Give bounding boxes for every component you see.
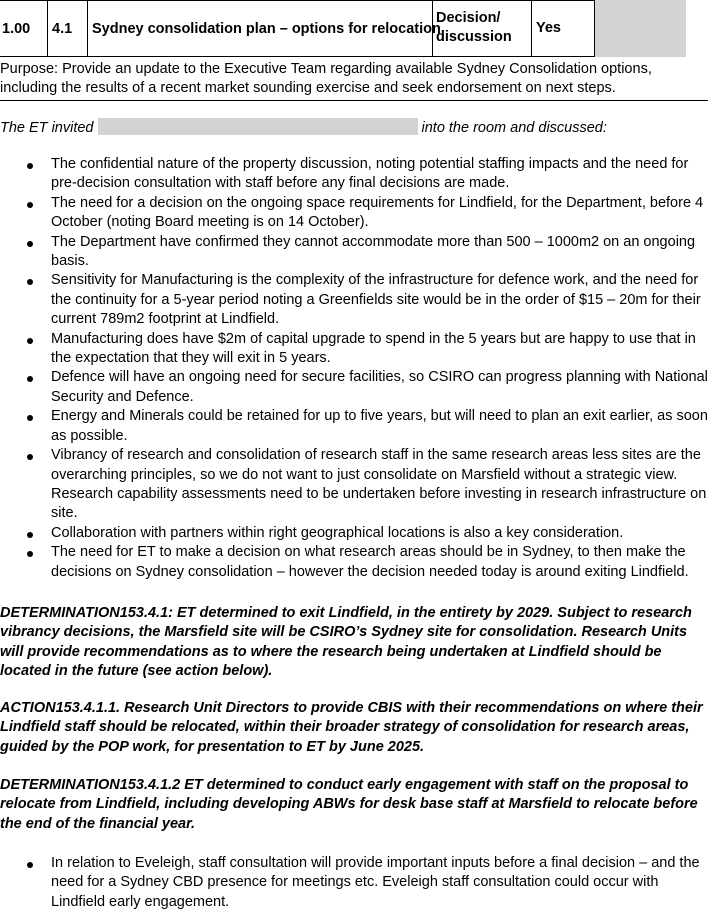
col-divider xyxy=(87,0,88,57)
list-item: The Department have confirmed they cannot accommodate more than 500 – 1000m2 on an ongoing basis. xyxy=(0,233,710,272)
bullet-icon xyxy=(27,279,33,285)
purpose-statement: Purpose: Provide an update to the Executive Team regarding available Sydney Consolidation options, including the results of a recent market sounding exercise and seek endorsement on next steps. xyxy=(0,60,708,101)
list-item: The need for ET to make a decision on what research areas should be in Sydney, to then make the decisions on Sydney consolidation – however the decision needed today is around exiting Lindfield. xyxy=(0,543,710,582)
bullet-icon xyxy=(27,532,33,538)
item-type-line1: Decision/ xyxy=(436,10,501,26)
intro-after: into the room and discussed: xyxy=(421,120,607,136)
determination-1: DETERMINATION153.4.1: ET determined to exit Lindfield, in the entirety by 2029. Subject to research vibrancy decisions, the Marsfield site will be CSIRO’s Sydney site for consolidation. Research Units will provide recommendations as to where the research being undertaken at Lindfield should be located in the future (see action below). xyxy=(0,605,692,680)
bullet-icon xyxy=(27,202,33,208)
col-divider xyxy=(531,0,532,57)
item-flag: Yes xyxy=(536,20,561,36)
bullet-icon xyxy=(27,862,33,868)
item-number: 1.00 xyxy=(2,21,31,37)
bullet-icon xyxy=(27,454,33,460)
bullet-icon xyxy=(27,551,33,557)
determination-2: DETERMINATION153.4.1.2 ET determined to conduct early engagement with staff on the proposal to relocate from Lindfield, including developing ABWs for desk base staff at Marsfield to relocate before the end of the financial year. xyxy=(0,777,698,832)
list-item: Sensitivity for Manufacturing is the complexity of the infrastructure for defence work, and the need for the continuity for a 5-year period noting a Greenfields site would be in the order of $15 – 20m for their current 789m2 footprint at Lindfield. xyxy=(0,271,710,329)
list-item: Energy and Minerals could be retained for up to five years, but will need to plan an exit earlier, as soon as possible. xyxy=(0,407,710,446)
bullet-icon xyxy=(27,338,33,344)
table-border-bottom xyxy=(0,56,594,57)
action-1: ACTION153.4.1.1. Research Unit Directors to provide CBIS with their recommendations on where their Lindfield staff should be relocated, within their broader strategy of consolidation for research areas, guided by the POP work, for presentation to ET by June 2025. xyxy=(0,700,703,755)
col-divider xyxy=(47,0,48,57)
bullet-icon xyxy=(27,163,33,169)
list-item: Collaboration with partners within right geographical locations is also a key consideration. xyxy=(0,524,710,543)
intro-line xyxy=(0,118,708,138)
intro-before: The ET invited xyxy=(0,120,94,136)
item-title: Sydney consolidation plan – options for relocation xyxy=(92,21,441,37)
item-sub-number: 4.1 xyxy=(52,21,73,37)
redaction-block xyxy=(98,118,418,135)
agenda-item-header xyxy=(0,0,686,57)
shaded-cell xyxy=(594,0,686,57)
list-item: In relation to Eveleigh, staff consultation will provide important inputs before a final decision – and the need for a Sydney CBD presence for meetings etc. Eveleigh staff consultation could occur with Lindfield early engagement. xyxy=(0,854,710,912)
bullet-icon xyxy=(27,241,33,247)
discussion-list xyxy=(0,155,710,582)
list-item: Defence will have an ongoing need for secure facilities, so CSIRO can progress planning with National Security and Defence. xyxy=(0,368,710,407)
list-item: The need for a decision on the ongoing space requirements for Lindfield, for the Department, before 4 October (noting Board meeting is on 14 October). xyxy=(0,194,710,233)
list-item: Manufacturing does have $2m of capital upgrade to spend in the 5 years but are happy to use that in the expectation that they will exit in 5 years. xyxy=(0,330,710,369)
list-item: The confidential nature of the property discussion, noting potential staffing impacts and the need for pre-decision consultation with staff before any final decisions are made. xyxy=(0,155,710,194)
bullet-icon xyxy=(27,415,33,421)
item-type-line2: discussion xyxy=(436,29,512,45)
list-item: Vibrancy of research and consolidation of research staff in the same research areas less sites are the overarching principles, so we do not want to just consolidate on Marsfield without a strategic view. Research capability assessments need to be undertaken before investing in research infrastructure on site. xyxy=(0,446,710,524)
table-border-top xyxy=(0,0,594,1)
bullet-icon xyxy=(27,376,33,382)
eveleigh-list xyxy=(0,854,710,912)
